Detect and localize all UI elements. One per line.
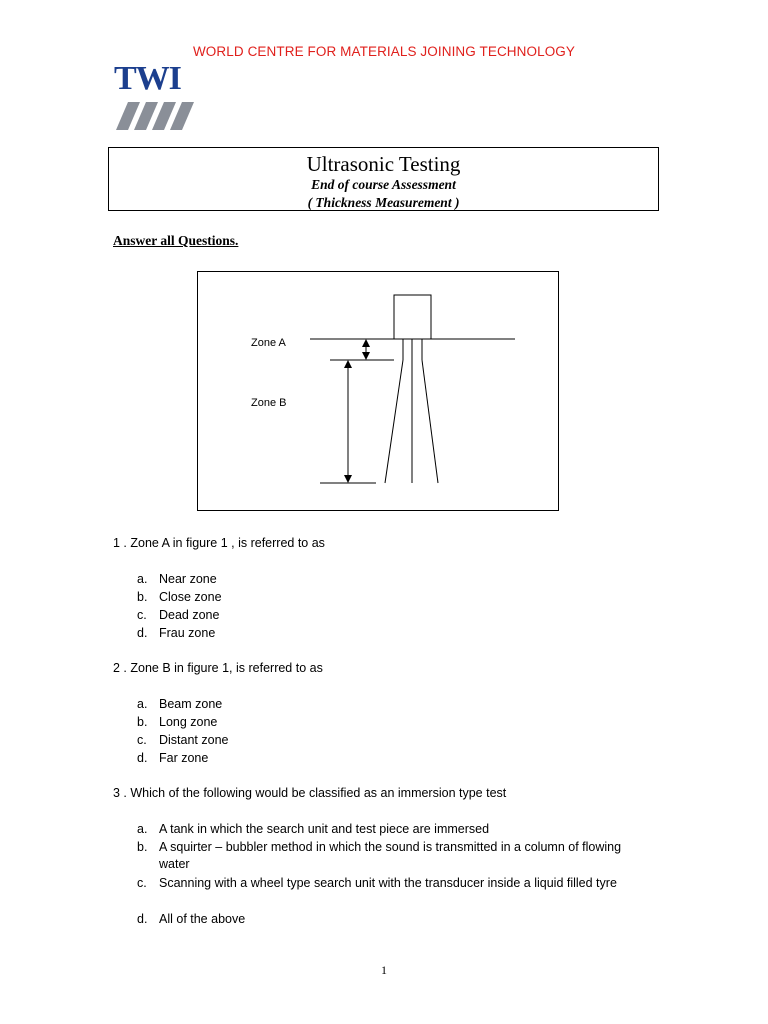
document-title: Ultrasonic Testing (306, 152, 461, 176)
option-text: Distant zone (159, 733, 229, 747)
title-box (108, 147, 659, 211)
option-letter: b. (137, 590, 148, 604)
q2-option-a (137, 696, 657, 713)
question-3: 3 . Which of the following would be classified as an immersion type test (113, 786, 507, 800)
probe-icon (394, 295, 431, 339)
option-letter: d. (137, 912, 148, 926)
option-text: Long zone (159, 715, 218, 729)
q3-option-b (137, 839, 657, 873)
option-letter: a. (137, 697, 148, 711)
q1-option-d (137, 625, 657, 642)
option-text: Far zone (159, 751, 209, 765)
q2-option-b (137, 714, 657, 731)
logo-text: TWI (114, 60, 181, 97)
q1-option-b (137, 589, 657, 606)
page-number: 1 (381, 963, 387, 977)
option-text: A squirter – bubbler method in which the sound is transmitted in a column of flowing water (159, 840, 622, 871)
q2-option-c (137, 732, 657, 749)
q3-option-c (137, 875, 657, 892)
option-letter: c. (137, 876, 147, 890)
instruction: Answer all Questions. (113, 233, 239, 248)
option-letter: b. (137, 715, 148, 729)
q2-option-d (137, 750, 657, 767)
q3-option-a (137, 821, 657, 838)
figure-1 (197, 271, 559, 511)
option-letter: d. (137, 626, 148, 640)
document-subtitle: End of course Assessment (311, 177, 456, 192)
organisation-banner: WORLD CENTRE FOR MATERIALS JOINING TECHNOLOGY (192, 44, 576, 59)
option-letter: a. (137, 572, 148, 586)
option-text: Dead zone (159, 608, 220, 622)
probe-beam-diagram (198, 272, 560, 512)
option-letter: c. (137, 608, 147, 622)
zone-a-label: Zone A (251, 337, 286, 349)
option-text: Scanning with a wheel type search unit with the transducer inside a liquid filled tyre (159, 876, 617, 890)
option-text: All of the above (159, 912, 246, 926)
document-subtitle-topic: ( Thickness Measurement ) (307, 195, 460, 210)
option-letter: b. (137, 840, 148, 854)
question-1: 1 . Zone A in figure 1 , is referred to as (113, 536, 325, 550)
option-text: Beam zone (159, 697, 223, 711)
option-text: Near zone (159, 572, 217, 586)
q1-option-a (137, 571, 657, 588)
option-letter: c. (137, 733, 147, 747)
q1-option-c (137, 607, 657, 624)
twi-logo (114, 60, 194, 132)
option-text: Frau zone (159, 626, 216, 640)
option-text: Close zone (159, 590, 222, 604)
logo-stripes-icon (114, 66, 194, 132)
option-letter: d. (137, 751, 148, 765)
option-letter: a. (137, 822, 148, 836)
q3-option-d (137, 911, 657, 928)
option-text: A tank in which the search unit and test piece are immersed (159, 822, 490, 836)
question-2: 2 . Zone B in figure 1, is referred to as (113, 661, 323, 675)
zone-b-label: Zone B (251, 397, 287, 409)
